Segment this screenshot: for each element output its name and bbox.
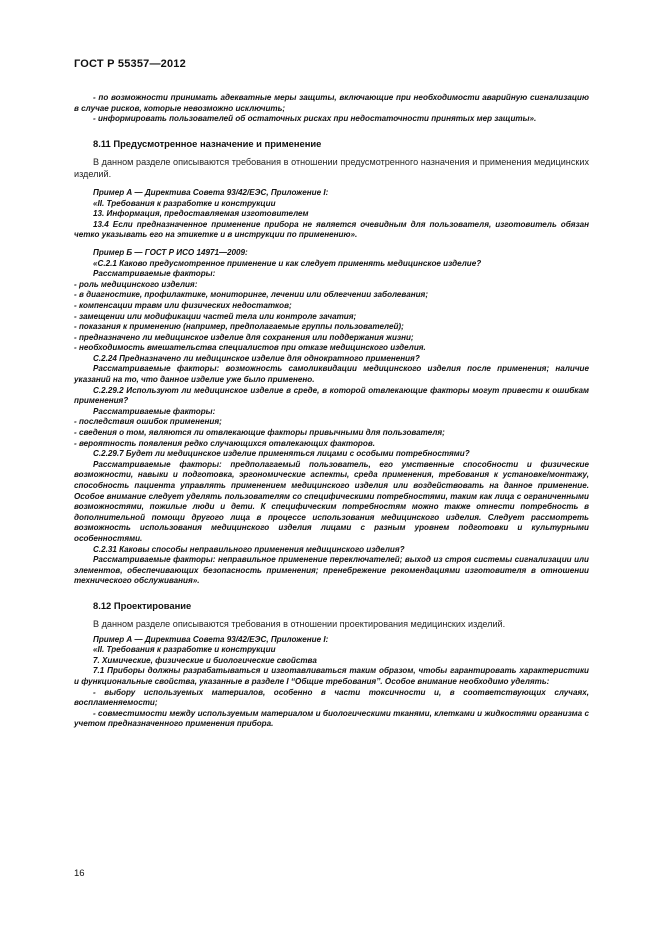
s811-example-b-line: - предназначено ли медицинское изделие для сохранения или поддержания жизни; — [74, 332, 414, 342]
s812-example-a-line: «II. Требования к разработке и конструкции — [93, 645, 276, 655]
s812-example-a-line: - совместимости между используемым материалом и биологическими тканями, клетками и жидкостями организма с учетом предназначенного применения прибора. — [74, 708, 589, 729]
s812-example-a-line: - выбору используемых материалов, особенно в части токсичности и, в соответствующих случаях, воспламеняемости; — [74, 687, 589, 708]
s811-example-b-line: «С.2.1 Каково предусмотренное применение и как следует применять медицинское изделие? — [93, 258, 482, 268]
s811-example-b-line: Рассматриваемые факторы: предполагаемый пользователь, его умственные способности и физические возможности, навыки и подготовка, эргономические аспекты, среда применения, требования к установке/монтажу, способность пациента управлять применением медицинского изделия или воздействовать на данное применение. Особое внимание следует уделять пользователям со специфическими потребностями, таким как лица с ограниченными возможностями, пожилые люди и дети. К специфическим потребностям можно также отнести потребность в дополнительной помощи другого лица в процессе использования медицинского изделия. Следует рассмотреть возможность использования медицинского изделия лицами с разным уровнем подготовки и культурными особенностями. — [74, 459, 589, 543]
document-header: ГОСТ Р 55357—2012 — [74, 58, 186, 70]
section-8-11-heading: 8.11 Предусмотренное назначение и применение — [93, 137, 322, 149]
s811-example-b-line: - сведения о том, являются ли отвлекающие факторы привычными для пользователя; — [74, 428, 445, 438]
s812-example-a-title: Пример А — Директива Совета 93/42/ЕЭС, Приложение I: — [93, 634, 329, 644]
s812-example-a-line: 7. Химические, физические и биологические свойства — [93, 655, 317, 665]
page-body — [74, 93, 589, 730]
s811-example-b-line: С.2.29.7 Будет ли медицинское изделие применяться лицами с особыми потребностями? — [93, 449, 470, 459]
s811-example-b-line: С.2.31 Каковы способы неправильного применения медицинского изделия? — [93, 544, 405, 554]
page-number: 16 — [74, 868, 85, 879]
s811-example-a-title: Пример А — Директива Совета 93/42/ЕЭС, Приложение I: — [93, 187, 329, 197]
intro-line-1: - по возможности принимать адекватные меры защиты, включающие при необходимости аварийную сигнализацию в случае рисков, которые невозможно исключить; — [74, 93, 589, 113]
s811-example-a-line: «II. Требования к разработке и конструкции — [93, 198, 276, 208]
s811-example-b-line: - роль медицинского изделия: — [74, 279, 198, 289]
s811-example-b-line: - компенсации травм или физических недостатков; — [74, 300, 292, 310]
s812-example-a-line: 7.1 Приборы должны разрабатываться и изготавливаться таким образом, чтобы гарантировать характеристики и функциональные свойства, указанные в разделе I ‘‘Общие требования’’. Особое внимание необходимо уделять: — [74, 666, 589, 686]
s811-example-b-line: - последствия ошибок применения; — [74, 417, 222, 427]
section-8-12-lead: В данном разделе описываются требования в отношении проектирования медицинских изделий. — [93, 618, 506, 629]
s811-example-b-line: Рассматриваемые факторы: неправильное применение переключателей; выход из строя системы сигнализации или элементов, обеспечивающих безопасность применения; пренебрежение рекомендациями изготовителя в отношении технического обслуживания». — [74, 555, 589, 586]
section-8-11-lead: В данном разделе описываются требования в отношении предусмотренного назначения и применения медицинских изделий. — [74, 156, 589, 180]
s811-example-a-line: 13.4 Если предназначенное применение прибора не является очевидным для пользователя, изготовитель обязан четко указывать его на этикетке и в инструкции по применению». — [74, 219, 589, 240]
s811-example-b-line: С.2.24 Предназначено ли медицинское изделие для однократного применения? — [93, 353, 420, 363]
s811-example-b-line: - показания к применению (например, предполагаемые группы пользователей); — [74, 322, 404, 332]
s811-example-b-line: Рассматриваемые факторы: возможность самоликвидации медицинского изделия после применения; наличие указаний на то, что данное изделие уже было применено. — [74, 364, 589, 385]
section-8-12-heading: 8.12 Проектирование — [93, 599, 192, 611]
intro-line-2: - информировать пользователей об остаточных рисках при недостаточности принятых мер защиты». — [93, 114, 537, 124]
s811-example-b-line: Рассматриваемые факторы: — [93, 269, 216, 279]
s811-example-b-line: Рассматриваемые факторы: — [93, 406, 216, 416]
s811-example-b-line: - вероятность появления редко случающихся отвлекающих факторов. — [74, 438, 375, 448]
s811-example-b-line: - необходимость вмешательства специалистов при отказе медицинского изделия. — [74, 343, 426, 353]
s811-example-b-line: - в диагностике, профилактике, мониторинге, лечении или облегчении заболевания; — [74, 290, 429, 300]
s811-example-b-line: - замещении или модификации частей тела или контроле зачатия; — [74, 311, 357, 321]
s811-example-b-line: С.2.29.2 Используют ли медицинское изделие в среде, в которой отвлекающие факторы могут привести к ошибкам применения? — [74, 385, 589, 406]
s811-example-a-line: 13. Информация, предоставляемая изготовителем — [93, 209, 309, 219]
s811-example-b-title: Пример Б — ГОСТ Р ИСО 14971—2009: — [93, 247, 248, 257]
